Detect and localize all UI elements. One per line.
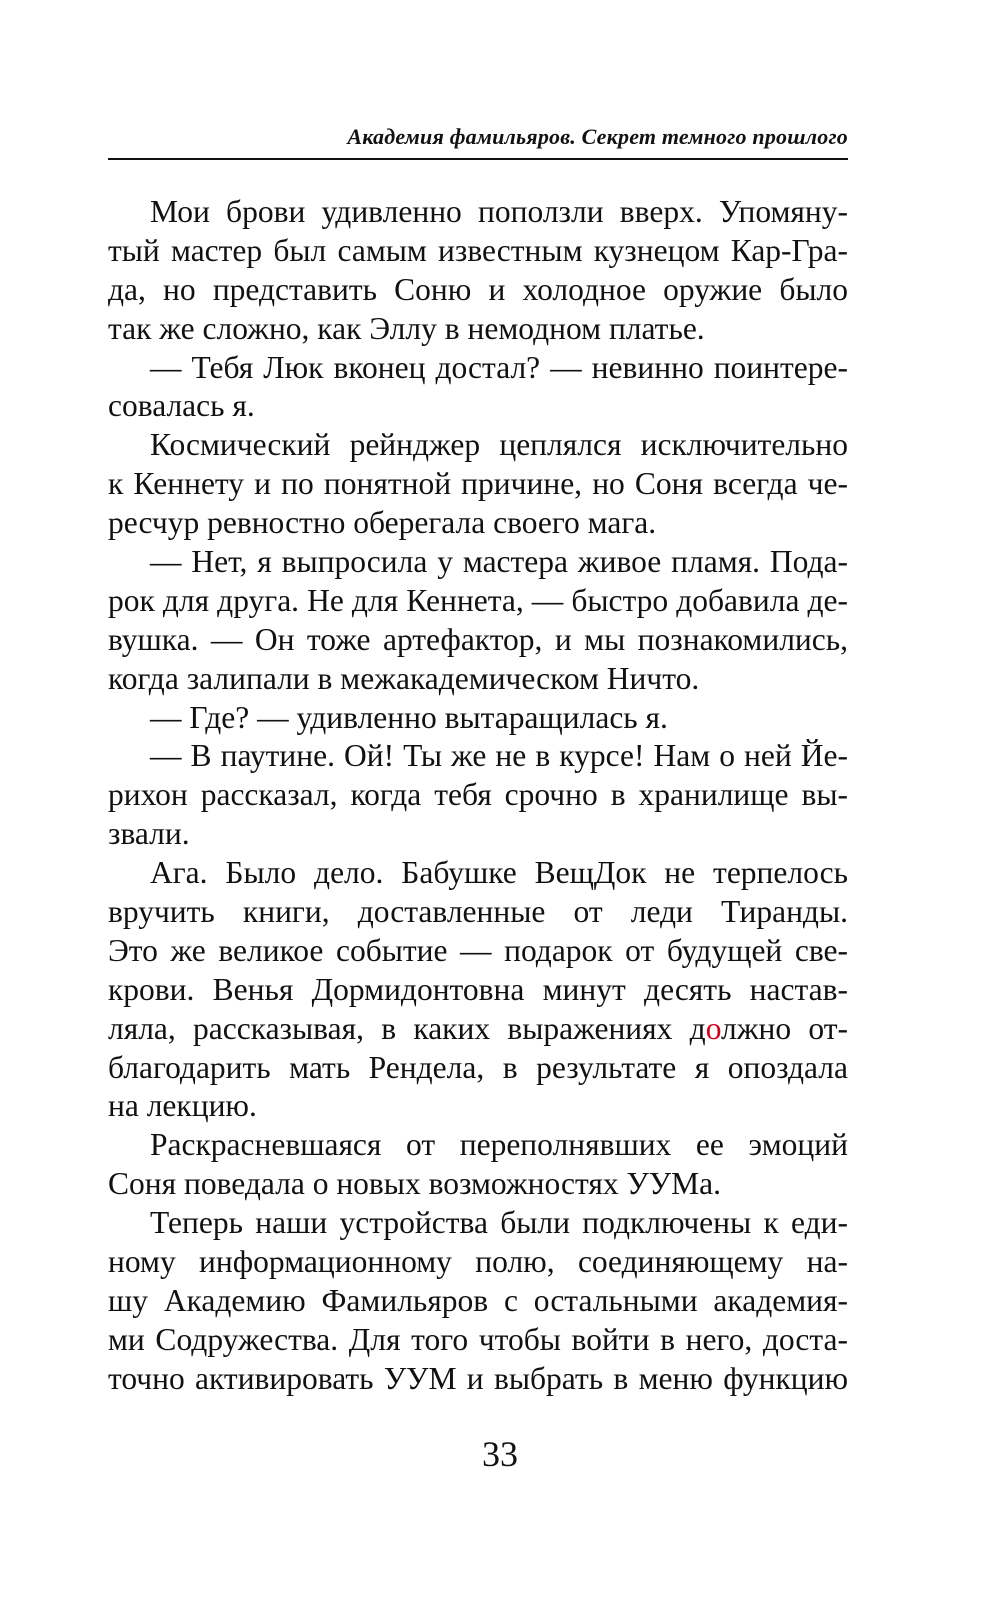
text-line: Ага. Было дело. Бабушке ВещДок не терпелось — [150, 855, 848, 891]
text-line: крови. Венья Дормидонтовна минут десять настав- — [108, 971, 848, 1007]
text-line: совалась я. — [108, 388, 255, 424]
text-line: шу Академию Фамильяров с остальными академия- — [108, 1282, 848, 1318]
running-title: Академия фамильяров. Секрет темного прошлого — [347, 124, 848, 149]
text-line — [108, 1010, 848, 1049]
text-line: — Нет, я выпросила у мастера живое пламя. Пода- — [150, 544, 848, 580]
text-line: да, но представить Соню и холодное оружие было — [108, 271, 848, 307]
text-line: так же сложно, как Эллу в немодном платье. — [108, 310, 705, 346]
text-line: Космический рейнджер цеплялся исключительно — [150, 427, 848, 463]
text-line: к Кеннету и по понятной причине, но Соня всегда че- — [108, 466, 848, 502]
text-line: ресчур ревностно оберегала своего мага. — [108, 505, 657, 541]
line-text-after: лжно от- — [721, 1010, 848, 1046]
text-line: ми Содружества. Для того чтобы войти в него, доста- — [108, 1321, 848, 1357]
text-line: Это же великое событие — подарок от будущей све- — [108, 932, 848, 968]
text-line: когда залипали в межакадемическом Ничто. — [108, 660, 700, 696]
text-line: рок для друга. Не для Кеннета, — быстро добавила де- — [108, 582, 848, 618]
text-line: Мои брови удивленно поползли вверх. Упомяну- — [150, 194, 848, 229]
text-line: — Где? — удивленно вытаращилась я. — [150, 699, 668, 735]
body-text — [108, 193, 848, 1399]
text-line: Теперь наши устройства были подключены к еди- — [150, 1205, 848, 1241]
highlighted-letter: о — [705, 1010, 722, 1046]
line-text-before: ляла, рассказывая, в каких выражениях д — [108, 1010, 706, 1046]
text-line: ному информационному полю, соединяющему на- — [108, 1244, 848, 1280]
text-line: точно активировать УУМ и выбрать в меню функцию — [108, 1360, 848, 1396]
text-line: рихон рассказал, когда тебя срочно в хранилище вы- — [108, 777, 848, 813]
text-line: звали. — [108, 816, 190, 852]
text-line: — Тебя Люк вконец достал? — невинно поинтере- — [150, 349, 848, 385]
page-number: 33 — [482, 1434, 518, 1474]
text-line: на лекцию. — [108, 1088, 257, 1124]
text-line: Соня поведала о новых возможностях УУМа. — [108, 1166, 721, 1202]
text-line: — В паутине. Ой! Ты же не в курсе! Нам о ней Йе- — [150, 738, 848, 774]
text-line: вручить книги, доставленные от леди Тиранды. — [108, 894, 848, 930]
text-line: благодарить мать Рендела, в результате я опоздала — [108, 1049, 848, 1085]
text-line: вушка. — Он тоже артефактор, и мы познакомились, — [108, 621, 848, 657]
text-line: Раскрасневшаяся от переполнявших ее эмоций — [150, 1127, 848, 1163]
header-rule — [108, 158, 848, 160]
text-line: тый мастер был самым известным кузнецом Кар-Гра- — [108, 232, 848, 268]
